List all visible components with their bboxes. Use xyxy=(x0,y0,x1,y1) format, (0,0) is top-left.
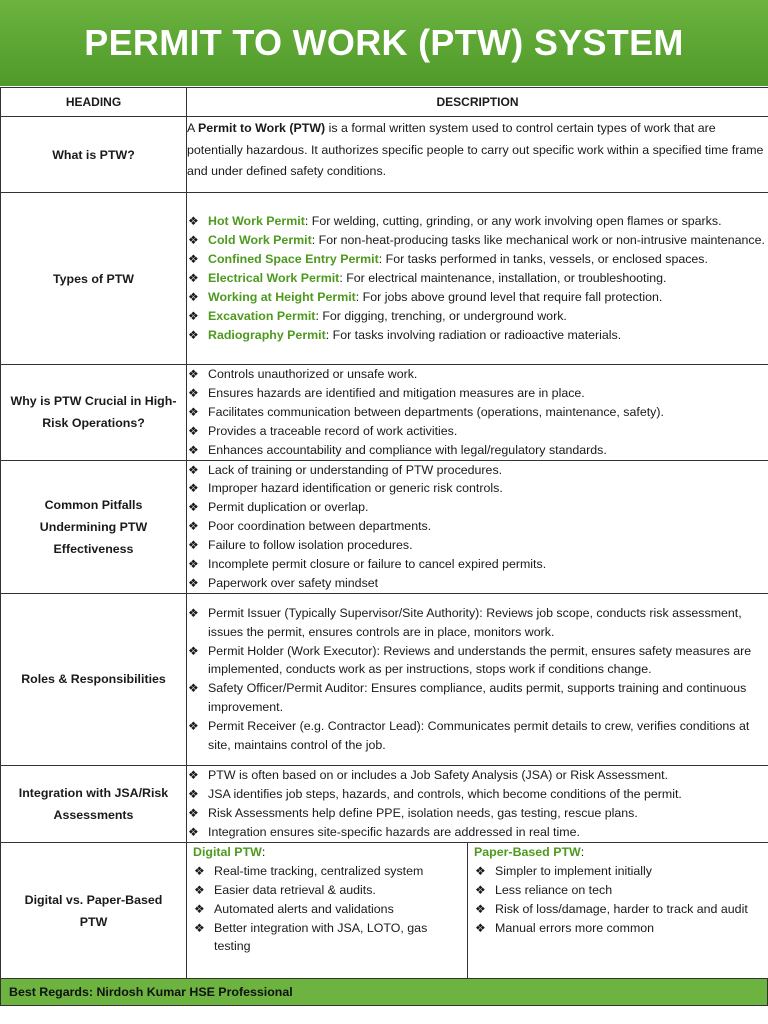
ptw-definition xyxy=(187,118,768,183)
diamond-bullet-icon: ❖ xyxy=(475,882,486,897)
diamond-bullet-icon: ❖ xyxy=(188,385,199,400)
row-description xyxy=(187,765,768,842)
row-heading: Digital vs. Paper-Based PTW xyxy=(1,842,187,979)
row-description xyxy=(187,193,768,365)
list-item xyxy=(187,604,768,642)
digital-ptw-list xyxy=(193,862,461,957)
diamond-bullet-icon: ❖ xyxy=(188,442,199,457)
diamond-bullet-icon: ❖ xyxy=(188,481,199,496)
list-item xyxy=(187,288,768,307)
diamond-bullet-icon: ❖ xyxy=(188,367,199,381)
definition-text-rest: is a formal written system used to control certain types of work that are potentially hazardous. It authorizes specific people to carry out specific work within a specified time frame and under defined safety conditions. xyxy=(187,121,764,178)
list-item xyxy=(187,642,768,680)
diamond-bullet-icon: ❖ xyxy=(188,252,199,267)
list-item xyxy=(187,422,768,441)
row-roles-responsibilities xyxy=(1,593,768,765)
list-item-text: Risk Assessments help define PPE, isolation needs, gas testing, rescue plans. xyxy=(208,805,638,820)
list-item xyxy=(187,574,768,593)
diamond-bullet-icon: ❖ xyxy=(194,920,205,935)
list-item xyxy=(187,403,768,422)
diamond-bullet-icon: ❖ xyxy=(188,719,199,734)
diamond-bullet-icon: ❖ xyxy=(188,308,199,323)
row-description xyxy=(187,593,768,765)
diamond-bullet-icon: ❖ xyxy=(188,519,199,534)
digital-ptw-column xyxy=(187,843,468,979)
permit-type-desc: : For non-heat-producing tasks like mechanical work or non-intrusive maintenance. xyxy=(311,233,765,248)
list-item xyxy=(187,804,768,823)
list-item-text: Failure to follow isolation procedures. xyxy=(208,538,413,553)
list-item xyxy=(193,881,461,900)
row-description xyxy=(187,842,768,979)
permit-type-name: Cold Work Permit xyxy=(208,233,312,248)
list-item xyxy=(187,384,768,403)
diamond-bullet-icon: ❖ xyxy=(188,404,199,419)
row-what-is-ptw xyxy=(1,117,768,193)
row-why-ptw-crucial xyxy=(1,365,768,461)
list-item xyxy=(187,555,768,574)
list-item xyxy=(187,365,768,384)
list-item-text: Ensures hazards are identified and mitigation measures are in place. xyxy=(208,385,585,400)
row-heading: Roles & Responsibilities xyxy=(1,593,187,765)
list-item-text: Easier data retrieval & audits. xyxy=(214,882,376,897)
list-item-text: Permit Receiver (e.g. Contractor Lead): Communicates permit details to crew, verifies conditions at site, maintains control of the job. xyxy=(208,719,750,753)
list-item-text: Automated alerts and validations xyxy=(214,901,394,916)
paper-ptw-title: Paper-Based PTW: xyxy=(474,844,585,859)
list-item-text: Risk of loss/damage, harder to track and audit xyxy=(495,901,748,916)
list-item-text: Improper hazard identification or generic risk controls. xyxy=(208,481,503,496)
diamond-bullet-icon: ❖ xyxy=(475,901,486,916)
list-item-text: Paperwork over safety mindset xyxy=(208,575,379,590)
list-item xyxy=(193,919,461,957)
permit-type-name: Excavation Permit xyxy=(208,308,316,323)
list-item-text: Enhances accountability and compliance with legal/regulatory standards. xyxy=(208,442,607,457)
diamond-bullet-icon: ❖ xyxy=(188,643,199,658)
list-item xyxy=(187,766,768,785)
row-heading: Integration with JSA/Risk Assessments xyxy=(1,765,187,842)
diamond-bullet-icon: ❖ xyxy=(188,824,199,839)
list-item-text: Incomplete permit closure or failure to cancel expired permits. xyxy=(208,557,547,572)
row-description xyxy=(187,365,768,461)
footer-banner xyxy=(0,978,768,1006)
list-item xyxy=(187,441,768,460)
permit-type-desc: : For jobs above ground level that require fall protection. xyxy=(355,289,663,304)
diamond-bullet-icon: ❖ xyxy=(188,233,199,248)
list-item xyxy=(187,461,768,480)
permit-type-desc: : For welding, cutting, grinding, or any work involving open flames or sparks. xyxy=(304,214,722,229)
digital-ptw-title: Digital PTW: xyxy=(193,844,266,859)
list-item xyxy=(474,919,762,938)
permit-type-name: Radiography Permit xyxy=(208,327,326,342)
list-item xyxy=(187,479,768,498)
row-digital-vs-paper xyxy=(1,842,768,979)
list-item-text: PTW is often based on or includes a Job Safety Analysis (JSA) or Risk Assessment. xyxy=(208,768,669,783)
diamond-bullet-icon: ❖ xyxy=(188,681,199,696)
row-types-of-ptw xyxy=(1,193,768,365)
why-list xyxy=(187,365,768,460)
list-item xyxy=(187,717,768,755)
diamond-bullet-icon: ❖ xyxy=(188,289,199,304)
row-common-pitfalls xyxy=(1,460,768,593)
ptw-table xyxy=(0,87,768,980)
diamond-bullet-icon: ❖ xyxy=(188,805,199,820)
permit-type-desc: : For tasks performed in tanks, vessels, or enclosed spaces. xyxy=(378,252,708,267)
list-item-text: Manual errors more common xyxy=(495,920,655,935)
list-item-text: Safety Officer/Permit Auditor: Ensures compliance, audits permit, supports training and continuous improvement. xyxy=(208,681,747,715)
diamond-bullet-icon: ❖ xyxy=(188,605,199,620)
list-item-text: Less reliance on tech xyxy=(495,882,613,897)
page-title: PERMIT TO WORK (PTW) SYSTEM xyxy=(84,22,684,63)
diamond-bullet-icon: ❖ xyxy=(475,863,486,878)
row-heading: What is PTW? xyxy=(1,117,187,193)
paper-ptw-list xyxy=(474,862,762,938)
definition-term: Permit to Work (PTW) xyxy=(198,121,326,135)
list-item xyxy=(187,231,768,250)
list-item-text: Simpler to implement initially xyxy=(495,863,653,878)
permit-type-name: Electrical Work Permit xyxy=(208,271,340,286)
list-item-text: Permit Holder (Work Executor): Reviews and understands the permit, ensures safety measures are implemented, conducts work as per instructions, stops work if conditions change. xyxy=(208,643,752,677)
list-item-text: Facilitates communication between departments (operations, maintenance, safety). xyxy=(208,404,664,419)
list-item xyxy=(187,536,768,555)
list-item xyxy=(187,785,768,804)
definition-text-start: A xyxy=(187,121,199,135)
diamond-bullet-icon: ❖ xyxy=(188,575,199,590)
list-item-text: Provides a traceable record of work activities. xyxy=(208,423,458,438)
row-description xyxy=(187,117,768,193)
list-item xyxy=(187,498,768,517)
list-item xyxy=(474,862,762,881)
title-banner xyxy=(0,0,768,86)
list-item-text: Permit duplication or overlap. xyxy=(208,500,369,515)
list-item xyxy=(187,212,768,231)
list-item-text: Poor coordination between departments. xyxy=(208,519,432,534)
permit-type-desc: : For tasks involving radiation or radioactive materials. xyxy=(325,327,622,342)
list-item-text: Real-time tracking, centralized system xyxy=(214,863,424,878)
diamond-bullet-icon: ❖ xyxy=(188,271,199,286)
diamond-bullet-icon: ❖ xyxy=(475,920,486,935)
list-item xyxy=(187,823,768,842)
diamond-bullet-icon: ❖ xyxy=(188,214,199,229)
pitfalls-list xyxy=(187,461,768,593)
diamond-bullet-icon: ❖ xyxy=(194,882,205,897)
list-item-text: Permit Issuer (Typically Supervisor/Site Authority): Reviews job scope, conducts risk assessment, issues the permit, ensures controls are in place, monitors work. xyxy=(208,605,742,639)
row-heading: Types of PTW xyxy=(1,193,187,365)
paper-ptw-column xyxy=(468,843,768,979)
list-item-text: JSA identifies job steps, hazards, and controls, which become conditions of the permit. xyxy=(208,786,682,801)
list-item-text: Integration ensures site-specific hazards are addressed in real time. xyxy=(208,824,580,839)
diamond-bullet-icon: ❖ xyxy=(194,863,205,878)
diamond-bullet-icon: ❖ xyxy=(188,500,199,515)
diamond-bullet-icon: ❖ xyxy=(188,557,199,572)
row-integration-jsa xyxy=(1,765,768,842)
diamond-bullet-icon: ❖ xyxy=(188,786,199,801)
roles-list xyxy=(187,604,768,755)
list-item xyxy=(187,679,768,717)
list-item xyxy=(187,326,768,345)
diamond-bullet-icon: ❖ xyxy=(188,768,199,783)
list-item xyxy=(187,250,768,269)
list-item-text: Lack of training or understanding of PTW procedures. xyxy=(208,462,503,477)
footer-regards: Best Regards: Nirdosh Kumar HSE Professional xyxy=(9,985,293,999)
row-description xyxy=(187,460,768,593)
list-item xyxy=(187,269,768,288)
row-heading: Why is PTW Crucial in High-Risk Operations? xyxy=(1,365,187,461)
diamond-bullet-icon: ❖ xyxy=(188,538,199,553)
table-header-row xyxy=(1,88,768,117)
list-item xyxy=(187,517,768,536)
list-item-text: Better integration with JSA, LOTO, gas testing xyxy=(214,920,428,954)
types-list xyxy=(187,212,768,344)
permit-type-name: Hot Work Permit xyxy=(208,214,305,229)
diamond-bullet-icon: ❖ xyxy=(188,327,199,342)
diamond-bullet-icon: ❖ xyxy=(194,901,205,916)
diamond-bullet-icon: ❖ xyxy=(188,462,199,477)
comparison-columns xyxy=(187,843,768,979)
list-item xyxy=(187,307,768,326)
list-item xyxy=(474,900,762,919)
row-heading: Common Pitfalls Undermining PTW Effectiveness xyxy=(1,460,187,593)
permit-type-desc: : For electrical maintenance, installation, or troubleshooting. xyxy=(339,271,667,286)
list-item xyxy=(474,881,762,900)
diamond-bullet-icon: ❖ xyxy=(188,423,199,438)
list-item xyxy=(193,862,461,881)
list-item-text: Controls unauthorized or unsafe work. xyxy=(208,367,418,381)
list-item xyxy=(193,900,461,919)
column-header-description: DESCRIPTION xyxy=(187,88,768,117)
permit-type-name: Confined Space Entry Permit xyxy=(208,252,379,267)
column-header-heading: HEADING xyxy=(1,88,187,117)
permit-type-desc: : For digging, trenching, or underground work. xyxy=(315,308,567,323)
integration-list xyxy=(187,766,768,842)
permit-type-name: Working at Height Permit xyxy=(208,289,356,304)
